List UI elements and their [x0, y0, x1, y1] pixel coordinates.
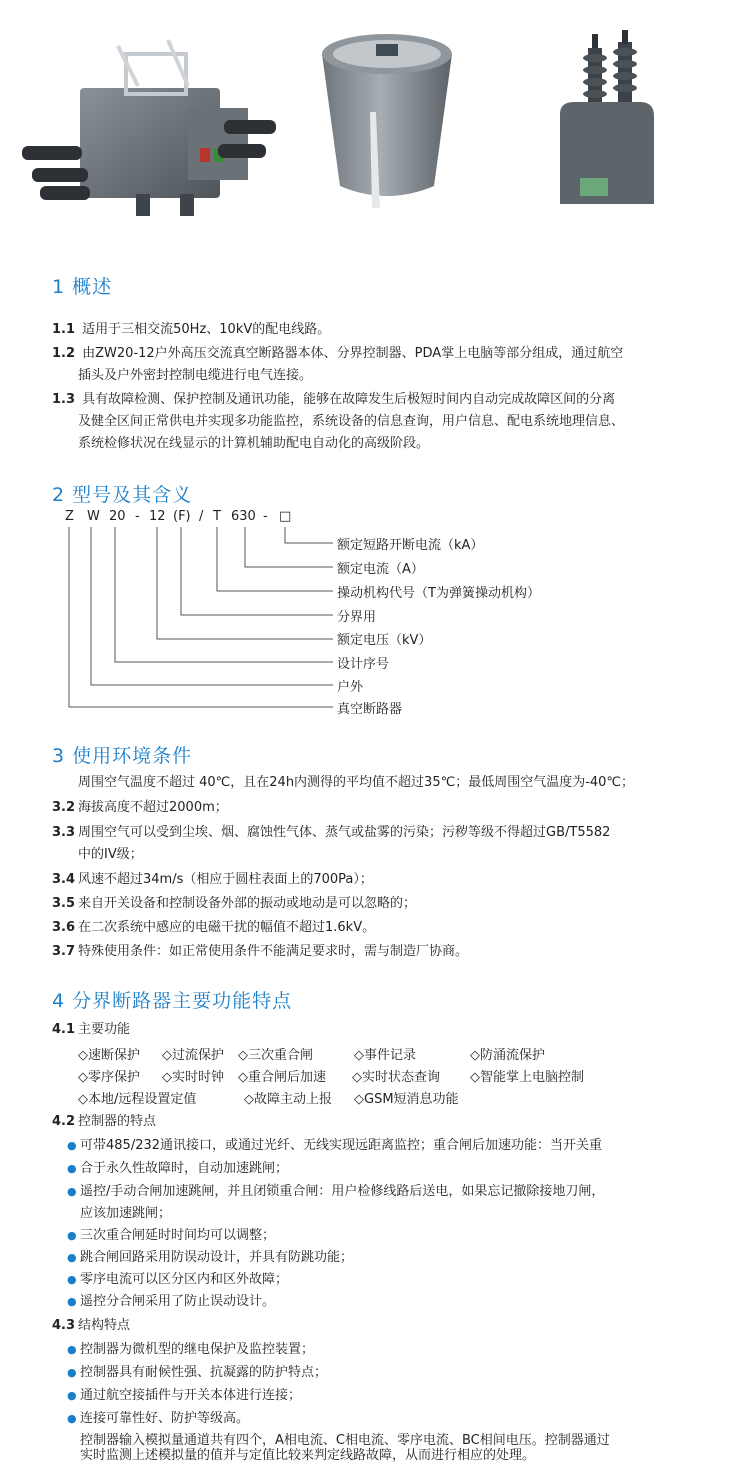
boundary-controller-image — [318, 16, 456, 216]
item-1-3-cont2: 系统检修状况在线显示的计算机辅助配电自动化的高级阶段。 — [78, 436, 430, 451]
heading-4-3: 4.3 结构特点 — [52, 1318, 131, 1333]
label-design-serial: 设计序号 — [337, 657, 390, 672]
feature-4-3-desc-2: 实时监测上述模拟量的值并与定值比较来判定线路故障，从而进行相应的处理。 — [80, 1448, 536, 1463]
bullet-icon: ● — [67, 1162, 77, 1175]
vacuum-circuit-breaker-image — [18, 26, 280, 222]
feature-4-2-3: 遥控/手动合闸加速跳闸，并且闭锁重合闸：用户检修线路后送电，如果忘记撤除接地刀闸， — [80, 1184, 605, 1199]
code-dash1: - — [135, 509, 140, 524]
section-4-title: 4 分界断路器主要功能特点 — [52, 990, 293, 1012]
feature-4-2-1: 可带485/232通讯接口，或通过光纤、无线实现远距离监控；重合闸后加速功能：当开关重 — [80, 1138, 603, 1153]
label-mechanism-code: 操动机构代号（T为弹簧操动机构） — [337, 586, 540, 601]
code-t: T — [213, 509, 221, 524]
item-3-4: 3.4 风速不超过34m/s（相应于圆柱表面上的700Pa）； — [52, 872, 373, 887]
heading-4-2: 4.2 控制器的特点 — [52, 1114, 157, 1129]
product-images — [0, 0, 730, 230]
bullet-icon: ● — [67, 1229, 77, 1242]
label-rated-voltage: 额定电压（kV） — [337, 633, 432, 648]
model-code-diagram — [65, 509, 585, 719]
item-3-3-cont: 中的IV级； — [78, 847, 143, 862]
code-f: (F) — [173, 509, 191, 524]
label-outdoor: 户外 — [337, 680, 364, 695]
feature-4-2-5: 跳合闸回路采用防误动设计，并具有防跳功能； — [80, 1250, 354, 1265]
code-20: 20 — [109, 509, 126, 524]
label-rated-current: 额定电流（A） — [337, 562, 424, 577]
item-3-3: 3.3 周围空气可以受到尘埃、烟、腐蚀性气体、蒸气或盐雾的污染；污秽等级不得超过GB/T5582 — [52, 825, 611, 840]
bullet-icon: ● — [67, 1366, 77, 1379]
item-3-2: 3.2 海拔高度不超过2000m； — [52, 800, 228, 815]
bullet-icon: ● — [67, 1273, 77, 1286]
feature-4-2-7: 遥控分合闸采用了防止误动设计。 — [80, 1294, 276, 1309]
feature-4-2-3-cont: 应该加速跳闸； — [80, 1206, 172, 1221]
item-1-2: 1.2 由ZW20-12户外高压交流真空断路器本体、分界控制器、PDA掌上电脑等部分组成，通过航空 — [52, 346, 624, 361]
code-w: W — [87, 509, 100, 524]
code-slash: / — [199, 509, 204, 524]
section-1-title: 1 概述 — [52, 276, 113, 298]
item-1-3: 1.3 具有故障检测、保护控制及通讯功能，能够在故障发生后极短时间内自动完成故障区间的分离 — [52, 392, 616, 407]
heading-4-1: 4.1 主要功能 — [52, 1022, 131, 1037]
feature-4-2-6: 零序电流可以区分区内和区外故障； — [80, 1272, 289, 1287]
voltage-transformer-image — [552, 28, 662, 210]
item-3-7: 3.7 特殊使用条件：如正常使用条件不能满足要求时，需与制造厂协商。 — [52, 944, 469, 959]
item-1-2-cont: 插头及户外密封控制电缆进行电气连接。 — [78, 368, 313, 383]
label-boundary: 分界用 — [337, 610, 377, 625]
item-1-3-cont: 及健全区间正常供电并实现多功能监控，系统设备的信息查询，用户信息、配电系统地理信息、 — [78, 414, 625, 429]
bullet-icon: ● — [67, 1389, 77, 1402]
code-box: □ — [279, 509, 292, 524]
bullet-icon: ● — [67, 1412, 77, 1425]
feature-4-3-desc-1: 控制器输入模拟量通道共有四个，A相电流、C相电流、零序电流、BC相间电压。控制器通过 — [80, 1433, 610, 1448]
feature-4-3-3: 通过航空接插件与开关本体进行连接； — [80, 1388, 302, 1403]
feature-4-3-4: 连接可靠性好、防护等级高。 — [80, 1411, 250, 1426]
model-connector-lines — [65, 509, 585, 719]
bullet-icon: ● — [67, 1251, 77, 1264]
item-3-5: 3.5 来自开关设备和控制设备外部的振动或地动是可以忽略的； — [52, 896, 417, 911]
feature-4-3-2: 控制器具有耐候性强、抗凝露的防护特点； — [80, 1365, 328, 1380]
code-630: 630 — [231, 509, 256, 524]
feature-4-2-2: 合于永久性故障时，自动加速跳闸； — [80, 1161, 289, 1176]
item-3-6: 3.6 在二次系统中感应的电磁干扰的幅值不超过1.6kV。 — [52, 920, 376, 935]
bullet-icon: ● — [67, 1343, 77, 1356]
item-1-1: 1.1 适用于三相交流50Hz、10kV的配电线路。 — [52, 322, 331, 337]
item-3-1: 周围空气温度不超过 40℃，且在24h内测得的平均值不超过35℃；最低周围空气温度为-40℃； — [78, 775, 635, 790]
code-dash2: - — [263, 509, 268, 524]
bullet-icon: ● — [67, 1185, 77, 1198]
label-short-circuit-current: 额定短路开断电流（kA） — [337, 538, 484, 553]
label-vacuum-breaker: 真空断路器 — [337, 702, 403, 717]
code-z: Z — [65, 509, 74, 524]
section-3-title: 3 使用环境条件 — [52, 745, 193, 767]
bullet-icon: ● — [67, 1139, 77, 1152]
bullet-icon: ● — [67, 1295, 77, 1308]
section-2-title: 2 型号及其含义 — [52, 484, 193, 506]
feature-4-2-4: 三次重合闸延时时间均可以调整； — [80, 1228, 276, 1243]
feature-4-3-1: 控制器为微机型的继电保护及监控装置； — [80, 1342, 315, 1357]
code-12: 12 — [149, 509, 166, 524]
